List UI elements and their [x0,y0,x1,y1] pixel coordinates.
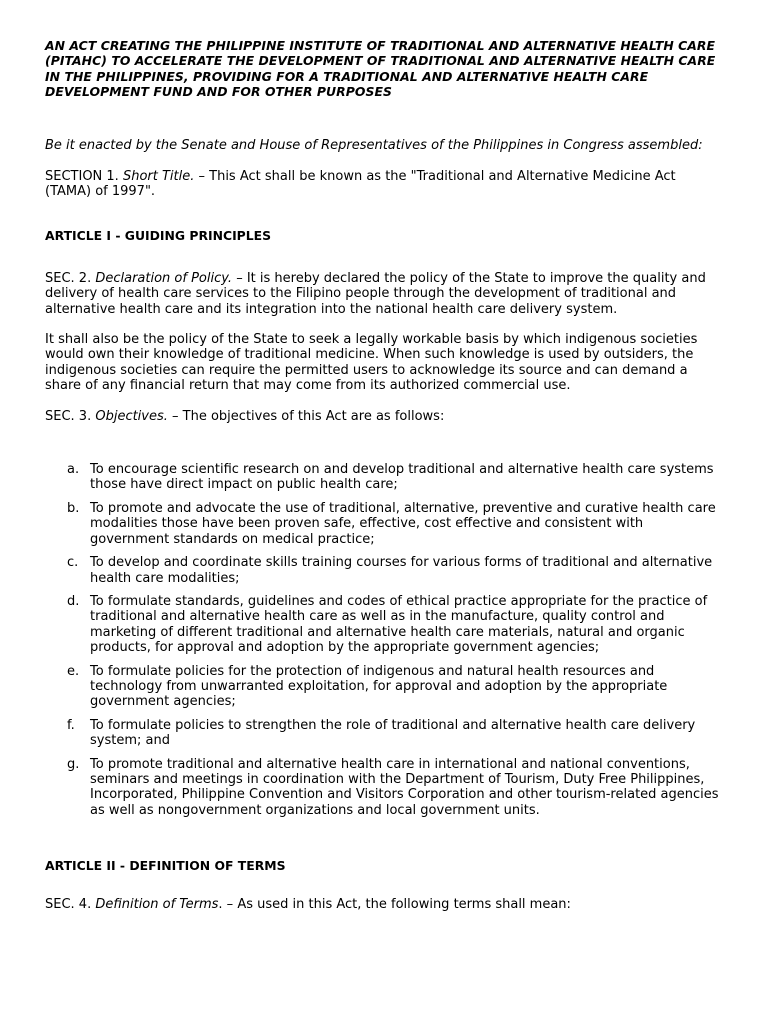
section-4 [45,897,725,912]
list-item-text: To promote and advocate the use of traditional, alternative, preventive and curative health care modalities those have been proven safe, effective, cost effective and consistent with government standards on medical practice; [90,500,716,547]
list-marker: f. [67,717,75,733]
list-marker: g. [67,756,80,772]
list-item [45,555,725,586]
section-2-label: SEC. 2. [45,270,96,286]
section-3-heading: Objectives. [95,408,168,424]
list-marker: b. [67,500,80,516]
list-item-text: To formulate policies for the protection of indigenous and natural health resources and technology from unwarranted exploitation, for approval and adoption by the appropriate government agencies; [90,663,668,710]
list-item [45,757,725,819]
section-1 [45,169,725,200]
list-marker: c. [67,555,79,571]
section-4-heading: Definition of Terms [95,896,219,912]
document-page [45,38,725,912]
section-4-label: SEC. 4. [45,896,96,912]
list-marker: d. [67,593,80,609]
section-4-text: . – As used in this Act, the following terms shall mean: [218,896,571,912]
section-2-text: – It is hereby declared the policy of the State to improve the quality and delivery of health care services to the Filipino people through the development of traditional and alternative health care and its integration into the national health care delivery system. [45,270,706,317]
act-title: AN ACT CREATING THE PHILIPPINE INSTITUTE OF TRADITIONAL AND ALTERNATIVE HEALTH CARE (PITAHC) TO ACCELERATE THE DEVELOPMENT OF TRADITIONAL AND ALTERNATIVE HEALTH CARE IN THE PHILIPPINES, PROVIDING FOR A TRADITIONAL AND ALTERNATIVE HEALTH CARE DEVELOPMENT FUND AND FOR OTHER PURPOSES [45,38,716,99]
section-2-paragraph-2: It shall also be the policy of the State to seek a legally workable basis by which indigenous societies would own their knowledge of traditional medicine. When such knowledge is used by outsiders, the indigenous societies can require the permitted users to acknowledge its source and can demand a share of any financial return that may come from its authorized commercial use. [45,332,698,394]
list-item [45,594,725,656]
list-item-text: To encourage scientific research on and develop traditional and alternative health care systems those have direct impact on public health care; [90,462,714,493]
list-item-text: To develop and coordinate skills training courses for various forms of traditional and alternative health care modalities; [90,555,713,586]
section-3-label: SEC. 3. [45,408,96,424]
list-item [45,718,725,749]
article-2-heading: ARTICLE II - DEFINITION OF TERMS [45,858,286,874]
section-1-label: SECTION 1. [45,168,123,184]
list-item [45,501,725,547]
enacting-clause: Be it enacted by the Senate and House of Representatives of the Philippines in Congress assembled: [45,138,703,154]
section-3 [45,409,725,424]
objectives-list [45,462,725,818]
section-2-heading: Declaration of Policy. [95,270,233,286]
section-3-text: – The objectives of this Act are as follows: [167,408,445,424]
list-item-text: To formulate standards, guidelines and codes of ethical practice appropriate for the practice of traditional and alternative health care as well as in the manufacture, quality control and marketing of different traditional and alternative health care materials, natural and organic products, for approval and adoption by the appropriate government agencies; [90,593,708,656]
section-1-text: – This Act shall be known as the "Traditional and Alternative Medicine Act (TAMA) of 1997". [45,168,676,199]
list-item-text: To promote traditional and alternative health care in international and national conventions, seminars and meetings in coordination with the Department of Tourism, Duty Free Philippines, Incorporated, Philippine Convention and Visitors Corporation and other tourism-related agencies as well as nongovernment organizations and local government units. [90,756,719,818]
section-1-heading: Short Title. [122,168,195,184]
list-item [45,664,725,710]
list-marker: a. [67,462,80,478]
list-marker: e. [67,663,80,679]
article-1-heading: ARTICLE I - GUIDING PRINCIPLES [45,228,272,244]
list-item [45,462,725,493]
list-item-text: To formulate policies to strengthen the role of traditional and alternative health care delivery system; and [90,717,696,749]
section-2 [45,271,725,317]
